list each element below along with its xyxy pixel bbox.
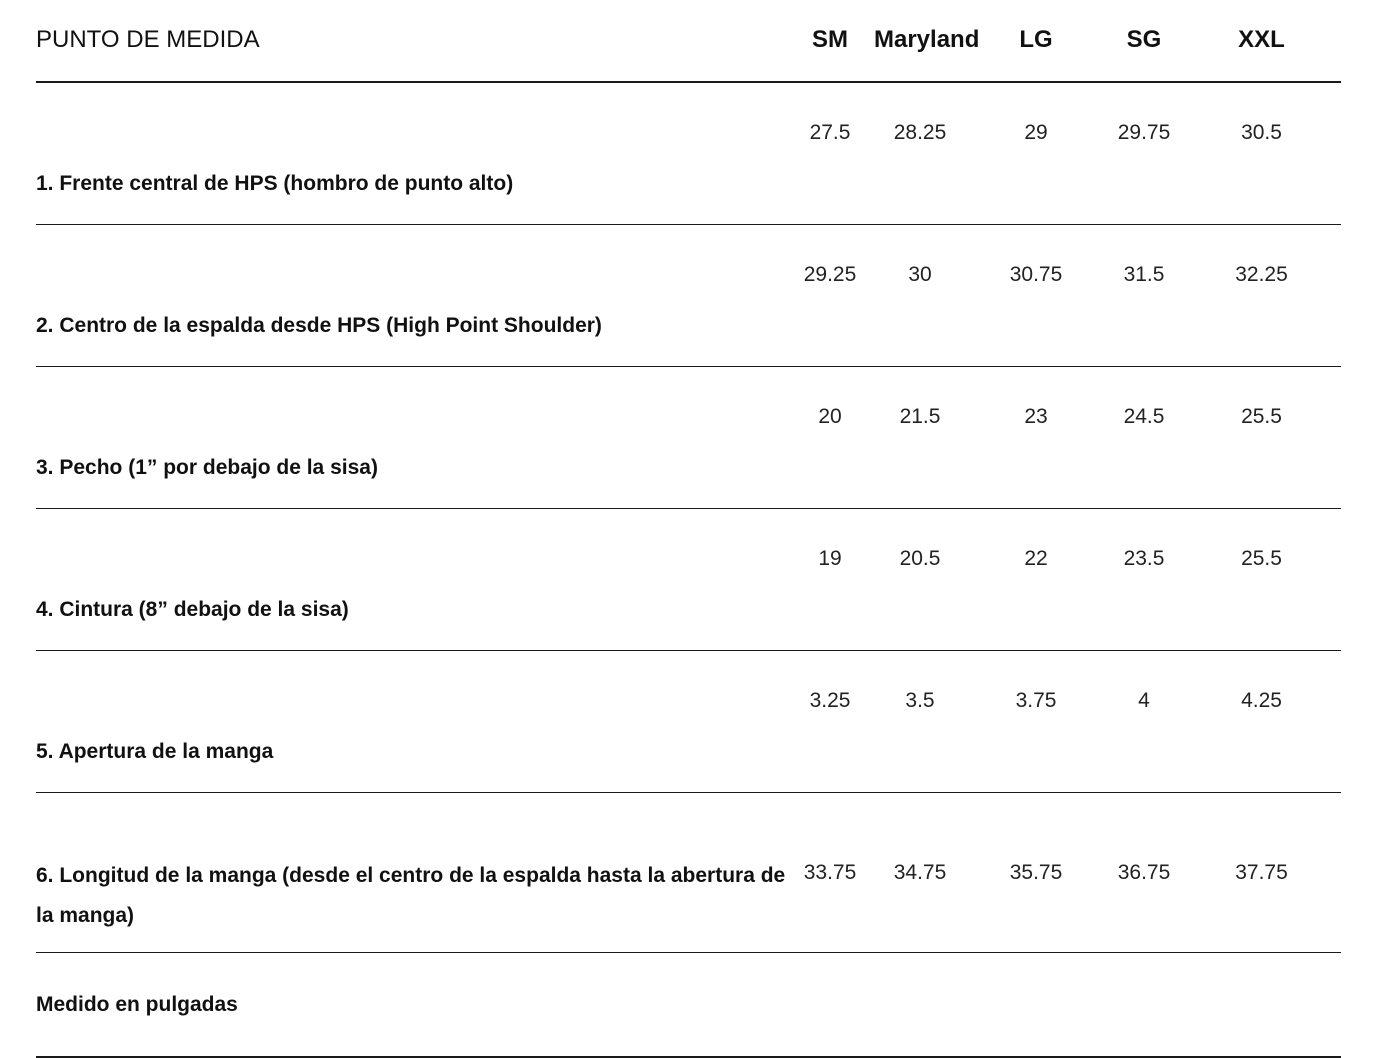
measure-label: 5. Apertura de la manga bbox=[36, 651, 786, 793]
size-chart-table bbox=[36, 0, 1341, 1058]
table-header-row bbox=[36, 0, 1341, 82]
header-size-xxl: XXL bbox=[1182, 0, 1341, 82]
value-maryland: 30 bbox=[874, 225, 966, 367]
value-lg: 22 bbox=[966, 509, 1106, 651]
value-lg: 23 bbox=[966, 367, 1106, 509]
value-xxl: 25.5 bbox=[1182, 509, 1341, 651]
measure-label: 1. Frente central de HPS (hombro de punto alto) bbox=[36, 82, 786, 225]
measure-label: 4. Cintura (8” debajo de la sisa) bbox=[36, 509, 786, 651]
table-row bbox=[36, 651, 1341, 793]
table-row bbox=[36, 82, 1341, 225]
value-maryland: 20.5 bbox=[874, 509, 966, 651]
value-lg: 35.75 bbox=[966, 793, 1106, 953]
value-maryland: 34.75 bbox=[874, 793, 966, 953]
value-sm: 3.25 bbox=[786, 651, 874, 793]
value-xxl: 25.5 bbox=[1182, 367, 1341, 509]
value-sm: 29.25 bbox=[786, 225, 874, 367]
header-size-maryland: Maryland bbox=[874, 0, 966, 82]
measure-label: 6. Longitud de la manga (desde el centro de la espalda hasta la abertura de la manga) bbox=[36, 793, 786, 953]
header-size-sg: SG bbox=[1106, 0, 1182, 82]
table-row bbox=[36, 225, 1341, 367]
value-lg: 30.75 bbox=[966, 225, 1106, 367]
value-sm: 20 bbox=[786, 367, 874, 509]
value-xxl: 4.25 bbox=[1182, 651, 1341, 793]
value-xxl: 30.5 bbox=[1182, 82, 1341, 225]
table-footer-row bbox=[36, 953, 1341, 1058]
value-xxl: 32.25 bbox=[1182, 225, 1341, 367]
value-maryland: 28.25 bbox=[874, 82, 966, 225]
value-sm: 33.75 bbox=[786, 793, 874, 953]
measure-label: 2. Centro de la espalda desde HPS (High Point Shoulder) bbox=[36, 225, 786, 367]
empty-cell bbox=[786, 953, 874, 1058]
table-row bbox=[36, 509, 1341, 651]
empty-cell bbox=[966, 953, 1106, 1058]
empty-cell bbox=[874, 953, 966, 1058]
value-sm: 19 bbox=[786, 509, 874, 651]
header-size-lg: LG bbox=[966, 0, 1106, 82]
value-xxl: 37.75 bbox=[1182, 793, 1341, 953]
value-sg: 36.75 bbox=[1106, 793, 1182, 953]
header-measure-point: PUNTO DE MEDIDA bbox=[36, 0, 786, 82]
value-lg: 29 bbox=[966, 82, 1106, 225]
table-row bbox=[36, 367, 1341, 509]
table-row bbox=[36, 793, 1341, 953]
value-sg: 4 bbox=[1106, 651, 1182, 793]
value-sm: 27.5 bbox=[786, 82, 874, 225]
value-maryland: 21.5 bbox=[874, 367, 966, 509]
value-sg: 23.5 bbox=[1106, 509, 1182, 651]
units-note: Medido en pulgadas bbox=[36, 953, 786, 1058]
value-maryland: 3.5 bbox=[874, 651, 966, 793]
measure-label: 3. Pecho (1” por debajo de la sisa) bbox=[36, 367, 786, 509]
value-lg: 3.75 bbox=[966, 651, 1106, 793]
header-size-sm: SM bbox=[786, 0, 874, 82]
empty-cell bbox=[1106, 953, 1182, 1058]
value-sg: 31.5 bbox=[1106, 225, 1182, 367]
value-sg: 29.75 bbox=[1106, 82, 1182, 225]
value-sg: 24.5 bbox=[1106, 367, 1182, 509]
empty-cell bbox=[1182, 953, 1341, 1058]
